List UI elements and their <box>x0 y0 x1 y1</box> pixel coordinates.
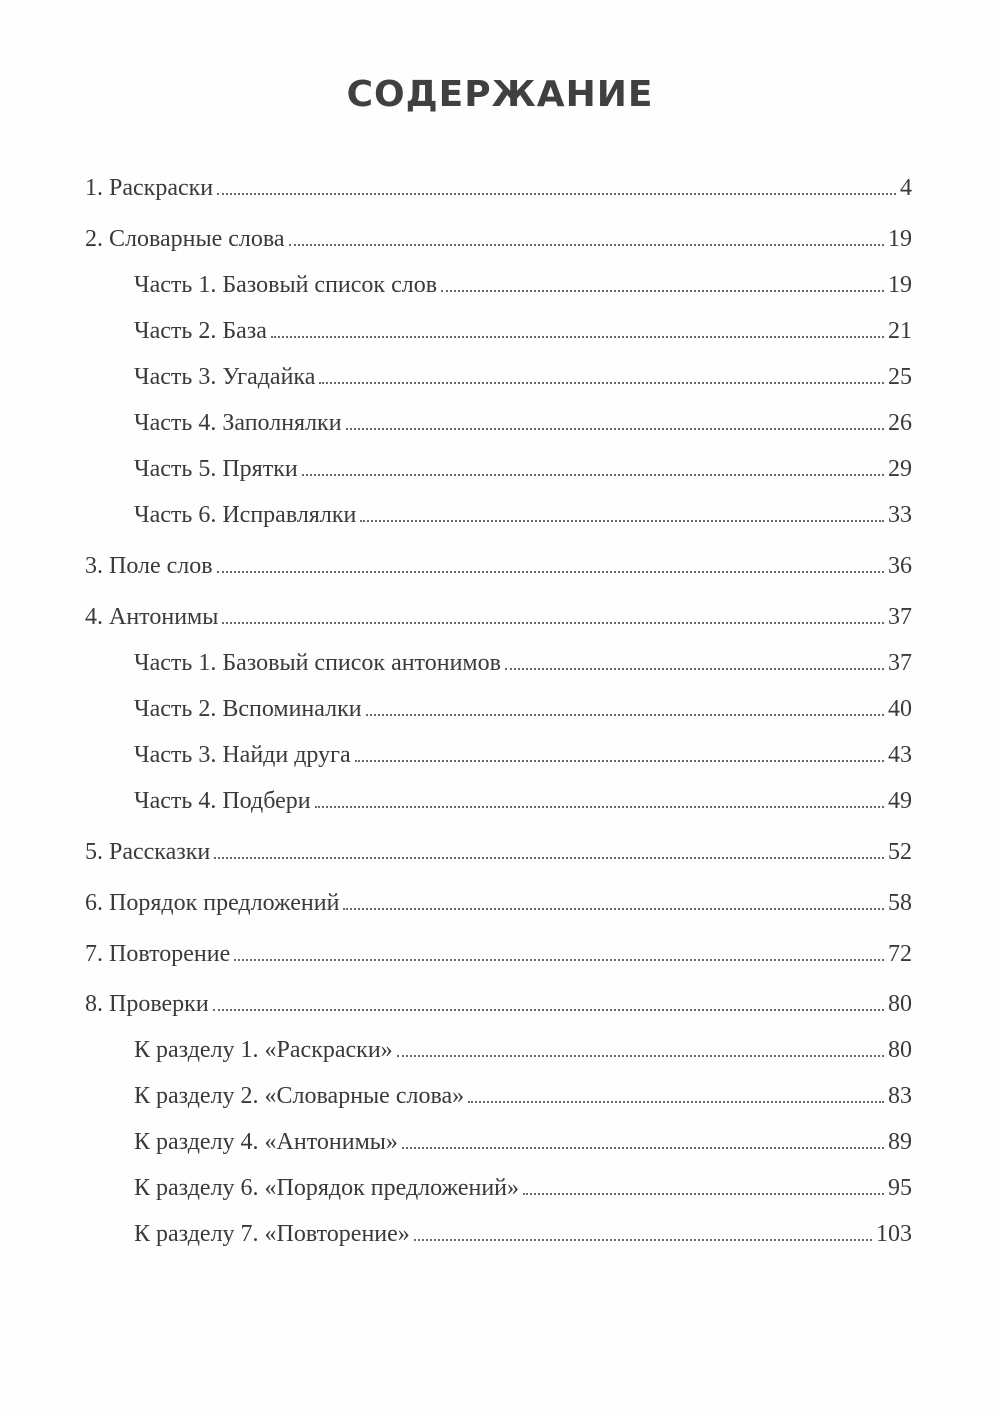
toc-subentry <box>134 1173 912 1203</box>
toc-entry-label: Часть 5. Прятки <box>134 456 298 482</box>
toc-entry-label: 8. Проверки <box>85 991 209 1017</box>
toc-subentry <box>134 362 912 392</box>
toc-entry <box>85 551 912 581</box>
toc-dot-leader <box>217 571 884 573</box>
toc-page-number: 103 <box>876 1221 912 1247</box>
toc-entry-label: К разделу 1. «Раскраски» <box>134 1037 393 1063</box>
toc-subentry <box>134 694 912 724</box>
toc-dot-leader <box>315 806 884 808</box>
toc-page-number: 58 <box>888 890 912 916</box>
toc-dot-leader <box>214 857 884 859</box>
toc-subentry <box>134 454 912 484</box>
toc-entry <box>85 989 912 1019</box>
toc-page-number: 89 <box>888 1129 912 1155</box>
toc-dot-leader <box>414 1239 872 1241</box>
toc-page-number: 29 <box>888 456 912 482</box>
toc-dot-leader <box>319 382 884 384</box>
toc-subentry <box>134 500 912 530</box>
toc-entry-label: 1. Раскраски <box>85 175 214 201</box>
toc-entry-label: Часть 2. База <box>134 318 267 344</box>
toc-entry-label: 5. Рассказки <box>85 839 211 865</box>
toc-dot-leader <box>289 244 884 246</box>
toc-page-number: 80 <box>888 991 912 1017</box>
toc-dot-leader <box>234 959 884 961</box>
toc-dot-leader <box>222 622 884 624</box>
toc-dot-leader <box>397 1055 884 1057</box>
toc-page-number: 49 <box>888 788 912 814</box>
toc-subentry <box>134 648 912 678</box>
toc-entry-label: Часть 1. Базовый список слов <box>134 272 438 298</box>
toc-entry-label: К разделу 4. «Антонимы» <box>134 1129 398 1155</box>
toc-entry-label: К разделу 7. «Повторение» <box>134 1221 410 1247</box>
toc-entry-label: К разделу 2. «Словарные слова» <box>134 1083 465 1109</box>
toc-entry <box>85 173 912 203</box>
toc-dot-leader <box>523 1193 884 1195</box>
page-title: СОДЕРЖАНИЕ <box>346 74 654 115</box>
toc-entry-label: Часть 4. Заполнялки <box>134 410 342 436</box>
toc-dot-leader <box>271 336 884 338</box>
toc-dot-leader <box>505 668 884 670</box>
toc-subentry <box>134 1035 912 1065</box>
toc-dot-leader <box>441 290 884 292</box>
toc-page-number: 36 <box>888 553 912 579</box>
toc-page-number: 26 <box>888 410 912 436</box>
toc-entry-label: Часть 1. Базовый список антонимов <box>134 650 501 676</box>
toc-entry <box>85 888 912 918</box>
toc-entry-label: 7. Повторение <box>85 941 231 967</box>
toc-page-number: 33 <box>888 502 912 528</box>
toc-page-number: 37 <box>888 604 912 630</box>
toc-entry-label: К разделу 6. «Порядок предложений» <box>134 1175 520 1201</box>
toc-dot-leader <box>360 520 884 522</box>
toc-page-number: 83 <box>888 1083 912 1109</box>
toc-dot-leader <box>468 1101 884 1103</box>
toc-page-number: 19 <box>888 226 912 252</box>
toc-page-number: 40 <box>888 696 912 722</box>
toc-subentry <box>134 408 912 438</box>
toc-entry-label: Часть 2. Вспоминалки <box>134 696 362 722</box>
toc-entry-label: 4. Антонимы <box>85 604 219 630</box>
toc-subentry <box>134 786 912 816</box>
toc-entry-label: Часть 3. Угадайка <box>134 364 316 390</box>
toc-entry-label: 3. Поле слов <box>85 553 213 579</box>
toc-entry <box>85 602 912 632</box>
toc-dot-leader <box>343 908 884 910</box>
toc-page-number: 25 <box>888 364 912 390</box>
toc-page-number: 72 <box>888 941 912 967</box>
toc-entry-label: Часть 6. Исправлялки <box>134 502 357 528</box>
toc-page-number: 52 <box>888 839 912 865</box>
toc-entry-label: 6. Порядок предложений <box>85 890 340 916</box>
toc-page-number: 19 <box>888 272 912 298</box>
toc-subentry <box>134 1081 912 1111</box>
toc-entry <box>85 837 912 867</box>
toc-entry <box>85 224 912 254</box>
toc-dot-leader <box>366 714 884 716</box>
toc-entry-label: Часть 3. Найди друга <box>134 742 351 768</box>
toc-dot-leader <box>402 1147 884 1149</box>
toc-subentry <box>134 1127 912 1157</box>
toc-page-number: 4 <box>900 175 912 201</box>
toc-page-number: 21 <box>888 318 912 344</box>
toc-dot-leader <box>346 428 884 430</box>
toc-page-number: 43 <box>888 742 912 768</box>
toc-dot-leader <box>217 193 896 195</box>
toc-dot-leader <box>355 760 884 762</box>
toc-subentry <box>134 740 912 770</box>
toc-entry-label: Часть 4. Подбери <box>134 788 311 814</box>
toc-page-number: 80 <box>888 1037 912 1063</box>
toc-entry <box>85 939 912 969</box>
toc-subentry <box>134 316 912 346</box>
toc-page-number: 37 <box>888 650 912 676</box>
toc-dot-leader <box>213 1009 884 1011</box>
toc-entry-label: 2. Словарные слова <box>85 226 285 252</box>
toc-page-number: 95 <box>888 1175 912 1201</box>
toc-dot-leader <box>302 474 884 476</box>
toc-subentry <box>134 270 912 300</box>
toc-subentry <box>134 1219 912 1249</box>
